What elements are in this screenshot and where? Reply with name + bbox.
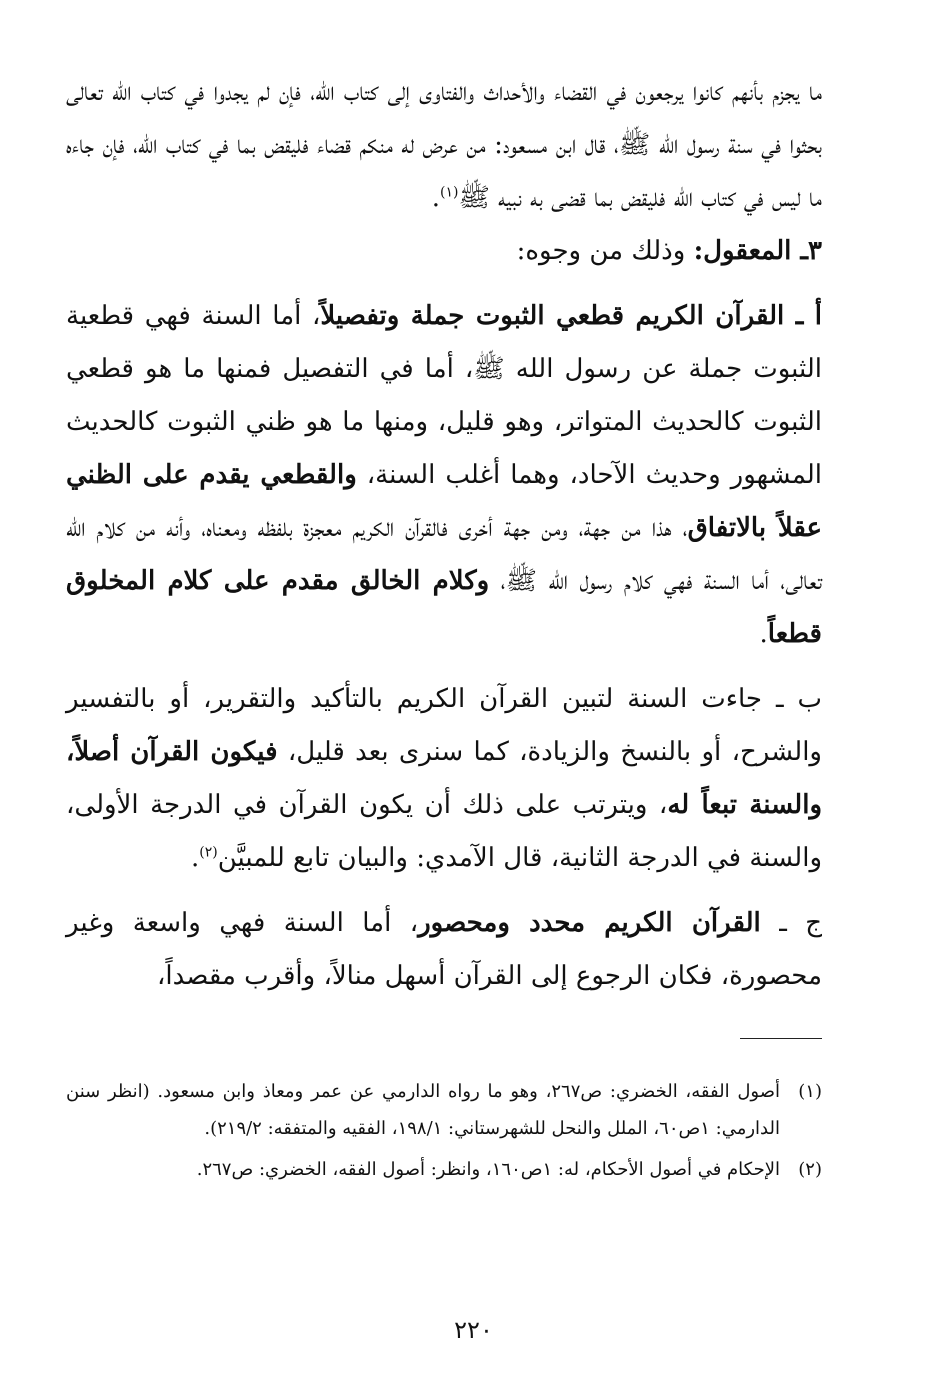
footnotes	[66, 1073, 822, 1192]
paragraph-ba-text-1: ب ـ جاءت السنة لتبين القرآن الكريم بالتأكيد والتقرير، أو بالتفسير والشرح، أو بالنسخ والزيادة، كما سنرى بعد قليل،	[66, 684, 822, 767]
footnote-ref-2[interactable]: (٢)	[199, 844, 218, 861]
paragraph-alif-bold-3: وكلام الخالق مقدم على كلام المخلوق قطعاً	[66, 566, 822, 649]
footnote-2	[66, 1151, 822, 1188]
main-text	[66, 66, 822, 1003]
paragraph-ba-text-2: ، ويترتب على ذلك أن يكون القرآن في الدرجة الأولى، والسنة في الدرجة الثانية، قال الآمدي: والبيان تابع للمبيَّن	[66, 790, 822, 873]
footnote-ref-1[interactable]: (١)	[439, 184, 459, 201]
paragraph-jim-bold-1: القرآن الكريم محدد ومحصور	[418, 908, 761, 938]
paragraph-ba-end: .	[191, 843, 200, 873]
section-heading-label: ٣ـ المعقول:	[693, 236, 822, 266]
paragraph-alif-text-1: ، أما السنة فهي قطعية الثبوت جملة عن رسول الله ﷺ، أما في التفصيل فمنها ما هو قطعي الثبوت كالحديث المتواتر، وهو قليل، ومنها ما هو ظني الثبوت كالحديث المشهور وحديث الآحاد، وهما أغلب السنة،	[66, 301, 822, 490]
footnote-2-text: الإحكام في أصول الأحكام، له: ١ص١٦٠، وانظر: أصول الفقه، الخضري: ص٢٦٧.	[196, 1159, 780, 1180]
footnote-separator	[740, 1038, 822, 1039]
paragraph-ba	[66, 673, 822, 885]
paragraph-alif-bold-1: أ ـ القرآن الكريم قطعي الثبوت جملة وتفصيلاً	[320, 301, 822, 331]
paragraph-ba-bold-1: فيكون القرآن أصلاً، والسنة تبعاً له	[66, 737, 822, 820]
paragraph-1-text: ما يجزم بأنهم كانوا يرجعون في القضاء والأحداث والفتاوى إلى كتاب الله، فإن لم يجدوا في كتاب الله تعالى بحثوا في سنة رسول الله ﷺ، قال ابن مسعود: من عرض له منكم قضاء فليقض بما في كتاب الله، فإن جاءه ما ليس في كتاب الله فليقض بما قضى به نبيه ﷺ	[66, 77, 822, 213]
footnote-1	[66, 1073, 822, 1147]
paragraph-jim-text-1: ، أما السنة فهي واسعة وغير محصورة، فكان الرجوع إلى القرآن أسهل منالاً، وأقرب مقصداً،	[66, 908, 822, 991]
paragraph-1-end: .	[431, 183, 440, 213]
paragraph-alif-bold-2: والقطعي يقدم على الظني عقلاً بالاتفاق	[66, 460, 823, 543]
footnote-1-number: (١)	[798, 1081, 822, 1102]
section-heading-rest: وذلك من وجوه:	[516, 236, 694, 266]
paragraph-alif	[66, 290, 822, 661]
footnote-1-text: أصول الفقه، الخضري: ص٢٦٧، وهو ما رواه الدارمي عن عمر ومعاذ وابن مسعود. (انظر سنن الدارمي: ١ص٦٠، الملل والنحل للشهرستاني: ١٩٨/١، الفقيه والمتفقه: ٢١٩/٢).	[66, 1081, 780, 1139]
paragraph-alif-end: .	[759, 619, 768, 649]
paragraph-alif-text-2: ، هذا من جهة، ومن جهة أخرى فالقرآن الكريم معجزة بلفظه ومعناه، وأنه من كلام الله تعالى، أما السنة فهي كلام رسول الله ﷺ،	[66, 513, 822, 596]
footnote-2-number: (٢)	[798, 1159, 822, 1180]
paragraph-1	[66, 66, 822, 225]
paragraph-jim	[66, 897, 822, 1003]
paragraph-jim-prefix: ج ـ	[760, 908, 822, 938]
section-heading-maqul	[66, 225, 822, 278]
page-number: ٢٢٠	[454, 1316, 493, 1344]
